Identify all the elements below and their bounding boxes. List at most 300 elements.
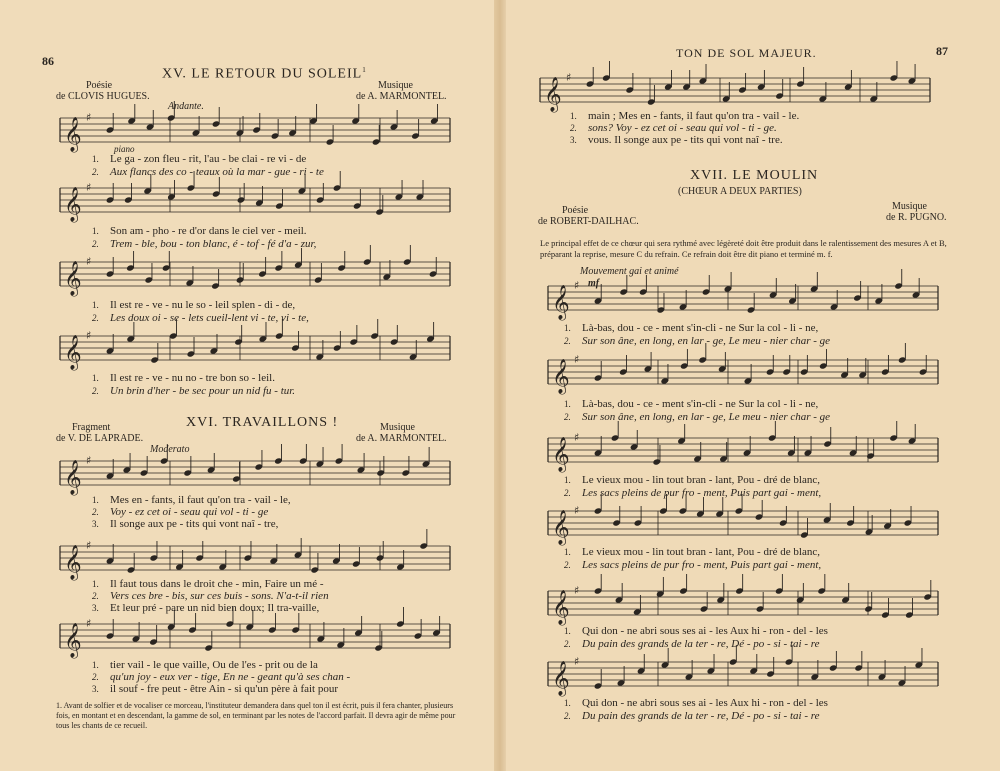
key-sharp-icon: ♯ [574,353,580,366]
music-note-icon [390,325,399,346]
music-note-icon [810,660,819,681]
music-note-icon [864,592,873,613]
music-note-icon [310,553,319,574]
music-note-icon [664,70,673,91]
lyric-line: 1. Le vieux mou - lin tout bran - lant, Pou - dré de blanc, [564,474,820,486]
song16-poetry-label: Fragment [72,422,111,433]
music-note-icon [429,257,438,278]
lyric-line: 1. Il faut tous dans le droit che - min, Faire un mé - [92,578,324,590]
staff-system-17-2b [548,504,948,545]
music-note-icon [869,82,878,103]
music-note-icon [390,110,399,131]
music-note-icon [840,358,849,379]
staff-lines [60,262,450,286]
music-note-icon [682,70,691,91]
music-note-icon [724,272,733,293]
music-note-icon [652,445,661,466]
music-note-icon [747,293,756,314]
lyric-line: 2. Sur son âne, en long, en lar - ge, Le meu - nier char - ge [564,335,831,347]
lyric-line: 2. Du pain des grands de la ter - re, Dé - po - si - tai - re [564,638,820,650]
song15-poetry-author: de CLOVIS HUGUES. [56,91,150,102]
treble-clef-icon: 𝄞 [64,545,82,580]
music-note-icon [167,180,176,201]
staff-lines [60,546,450,570]
music-note-icon [647,85,656,106]
music-note-icon [175,550,184,571]
staff-system-16-4 [540,71,940,112]
music-note-icon [106,459,115,480]
staff-lines [60,624,450,648]
music-note-icon [234,325,243,346]
music-note-icon [299,444,308,465]
music-note-icon [735,574,744,595]
music-note-icon [819,349,828,370]
song17-poetry-label: Poésie [562,205,589,216]
music-note-icon [207,453,216,474]
key-sharp-icon: ♯ [574,431,580,444]
music-note-icon [351,104,360,125]
music-note-icon [680,349,689,370]
lyric-line: 2. Un brin d'her - be sec pour un nid fu - tur. [92,385,296,397]
music-note-icon [757,70,766,91]
music-note-icon [630,430,639,451]
song17-title: XVII. LE MOULIN [690,168,819,183]
music-note-icon [315,340,324,361]
music-note-icon [192,116,201,137]
music-note-icon [409,340,418,361]
music-note-icon [660,364,669,385]
music-note-icon [923,580,932,601]
music-note-icon [274,444,283,465]
treble-clef-icon: 𝄞 [64,261,82,296]
staff-lines [60,188,450,212]
music-note-icon [162,251,171,272]
staff-system-17-3a [548,584,948,625]
music-note-icon [185,266,194,287]
music-note-icon [768,421,777,442]
music-note-icon [800,518,809,539]
key-sharp-icon: ♯ [86,454,92,467]
music-note-icon [426,322,435,343]
music-note-icon [769,278,778,299]
music-note-icon [363,245,372,266]
music-note-icon [904,506,913,527]
music-note-icon [619,275,628,296]
music-note-icon [881,355,890,376]
staff-system-15-3 [60,255,460,296]
treble-clef-icon: 𝄞 [64,623,82,658]
music-note-icon [294,538,303,559]
music-note-icon [237,183,246,204]
lyric-line: 1. main ; Mes en - fants, il faut qu'on tra - vail - le. [570,110,800,122]
music-note-icon [841,583,850,604]
music-note-icon [332,544,341,565]
song15-music-label: Musique [378,80,413,91]
treble-clef-icon: 𝄞 [64,117,82,152]
music-note-icon [844,70,853,91]
music-note-icon [422,447,431,468]
key-sharp-icon: ♯ [86,111,92,124]
music-note-icon [865,515,874,536]
music-note-icon [333,171,342,192]
music-note-icon [715,497,724,518]
music-note-icon [594,361,603,382]
music-note-icon [370,319,379,340]
music-note-icon [823,503,832,524]
music-note-icon [259,322,268,343]
lyric-line: 1. Là-bas, dou - ce - ment s'in-cli - ne Sur la col - li - ne, [564,398,819,410]
staff-system-17-1a [548,279,948,320]
staff-lines [548,438,938,462]
lyric-line: 1. Le ga - zon fleu - rit, l'au - be clai - re vi - de [92,153,307,165]
key-sharp-icon: ♯ [566,71,572,84]
treble-clef-icon: 𝄞 [552,510,570,545]
music-note-icon [775,574,784,595]
music-note-icon [124,183,133,204]
staff-system-16-3 [60,617,460,658]
music-note-icon [883,509,892,530]
music-note-icon [818,82,827,103]
music-note-icon [625,73,634,94]
treble-clef-icon: 𝄞 [552,437,570,472]
music-note-icon [679,290,688,311]
music-note-icon [316,183,325,204]
music-note-icon [123,453,132,474]
music-note-icon [874,284,883,305]
music-note-icon [291,331,300,352]
footnote: 1. Avant de solfier et de vocaliser ce morceau, l'instituteur demandera dans quel ton il est écrit, puis il fera chanter, plusieurs fois, en montant et en descendant, la gamme de sol, en terminant par les notes de l'accord parfait. Il devra agir de même pour tous les chants de ce recueil. [56,701,456,730]
lyric-line: 3. Il songe aux pe - tits qui vont naî - tre, [92,518,279,530]
lyric-line: 1. tier vail - le que vaille, Ou de l'es - prit ou de la [92,659,318,671]
music-note-icon [183,456,192,477]
music-note-icon [254,450,263,471]
music-note-icon [849,436,858,457]
music-note-icon [775,79,784,100]
music-note-icon [211,269,220,290]
song17-poetry-author: de ROBERT-DAILHAC. [538,216,639,227]
music-note-icon [258,257,267,278]
music-note-icon [619,355,628,376]
music-note-icon [718,352,727,373]
song17-intro: Le principal effet de ce chœur qui sera rythmé avec légèreté doit être produit dans le ralentissement des mesures A et B, préparant la reprise, mesure C du refrain. Ce refrain doit être dit piano et terminé m. f. [540,238,947,259]
treble-clef-icon: 𝄞 [552,359,570,394]
music-note-icon [132,622,141,643]
music-note-icon [337,251,346,272]
music-note-icon [336,628,345,649]
music-note-icon [755,500,764,521]
music-note-icon [218,550,227,571]
song16-poetry-author: de V. DE LAPRADE. [56,433,144,444]
music-note-icon [255,186,264,207]
music-note-icon [699,64,708,85]
music-note-icon [232,462,241,483]
staff-system-17-3b [548,655,948,696]
music-note-icon [316,447,325,468]
music-note-icon [898,343,907,364]
music-note-icon [314,263,323,284]
treble-clef-icon: 𝄞 [552,661,570,696]
music-note-icon [586,67,595,88]
music-note-icon [914,648,923,669]
music-note-icon [702,275,711,296]
key-sharp-icon: ♯ [574,584,580,597]
music-note-icon [212,107,221,128]
music-note-icon [288,116,297,137]
music-note-icon [430,104,439,125]
song17-tempo: Mouvement gai et animé [580,266,679,277]
staff-lines [60,461,450,485]
music-note-icon [212,177,221,198]
music-note-icon [823,427,832,448]
music-note-icon [372,125,381,146]
staff-lines [60,336,450,360]
music-note-icon [908,424,917,445]
song15-music-author: de A. MARMONTEL. [356,91,447,102]
lyric-line: 2. Vers ces bre - bis, sur ces buis - sons. N'a-t-il rien [92,590,329,602]
music-note-icon [140,456,149,477]
music-note-icon [271,119,280,140]
music-note-icon [401,456,410,477]
music-note-icon [294,248,303,269]
music-note-icon [594,436,603,457]
music-note-icon [602,61,611,82]
lyric-line: 1. Qui don - ne abri sous ses ai - les Aux hi - ron - del - les [564,625,828,637]
music-note-icon [804,436,813,457]
music-note-icon [243,541,252,562]
music-note-icon [796,583,805,604]
music-note-icon [403,245,412,266]
music-note-icon [204,631,213,652]
book-gutter [494,0,506,771]
music-note-icon [615,583,624,604]
music-note-icon [309,104,318,125]
staff-system-16-1 [60,454,460,495]
music-note-icon [352,547,361,568]
music-note-icon [149,625,158,646]
song16-music-label: Musique [380,422,415,433]
key-sharp-icon: ♯ [86,329,92,342]
music-note-icon [656,577,665,598]
song16-tempo: Moderato [150,444,190,455]
treble-clef-icon: 𝄞 [552,590,570,625]
music-note-icon [905,598,914,619]
lyric-line: 2. Aux flancs des co - teaux où la mar - gue - ri - te [92,166,324,178]
music-note-icon [127,553,136,574]
music-note-icon [594,284,603,305]
music-note-icon [127,104,136,125]
song17-music-label: Musique [892,201,927,212]
music-note-icon [719,442,728,463]
music-note-icon [866,439,875,460]
treble-clef-icon: 𝄞 [64,460,82,495]
music-note-icon [149,541,158,562]
music-note-icon [634,506,643,527]
music-note-icon [275,189,284,210]
music-note-icon [894,269,903,290]
lyric-line: 2. Du pain des grands de la ter - re, Dé - po - si - tai - re [564,710,820,722]
key-sharp-icon: ♯ [86,255,92,268]
music-note-icon [788,284,797,305]
music-note-icon [354,616,363,637]
lyric-line: 1. Il est re - ve - nu no - tre bon so - leil. [92,372,275,384]
lyric-line: 2. Voy - ez cet oi - seau qui vol - ti - ge [92,506,269,518]
lyric-line: 2. Sur son âne, en long, en lar - ge, Le meu - nier char - ge [564,411,831,423]
music-note-icon [722,82,731,103]
page-number-right: 87 [936,44,948,58]
music-note-icon [677,424,686,445]
music-note-icon [743,436,752,457]
lyric-line: 1. Là-bas, dou - ce - ment s'in-cli - ne Sur la col - li - ne, [564,322,819,334]
staff-lines [548,511,938,535]
lyric-line: 2. sons? Voy - ez cet oi - seau qui vol - ti - ge. [570,122,777,134]
song17-subtitle: (CHŒUR A DEUX PARTIES) [678,186,802,197]
music-note-icon [210,334,219,355]
music-note-icon [738,73,747,94]
right-page [500,0,1000,771]
music-note-icon [150,343,159,364]
music-note-icon [106,544,115,565]
music-note-icon [912,278,921,299]
song16-music-author: de A. MARMONTEL. [356,433,447,444]
key-sharp-icon: ♯ [574,504,580,517]
music-note-icon [817,574,826,595]
treble-clef-icon: 𝄞 [552,285,570,320]
music-note-icon [416,180,425,201]
music-note-icon [766,657,775,678]
music-note-icon [878,660,887,681]
key-sharp-icon: ♯ [574,655,580,668]
music-note-icon [766,355,775,376]
lyric-line: 1. Mes en - fants, il faut qu'on tra - vail - le, [92,494,291,506]
music-note-icon [858,358,867,379]
lyric-line: 2. Les sacs pleins de pur fro - ment, Puis part gai - ment, [564,487,822,499]
music-note-icon [707,654,716,675]
music-note-icon [782,355,791,376]
lyric-line: 3. il souf - fre peut - être Ain - si qu'un père à fait pour [92,683,339,695]
music-note-icon [349,325,358,346]
music-note-icon [854,651,863,672]
music-note-icon [396,607,405,628]
music-note-icon [252,113,261,134]
music-note-icon [908,64,917,85]
music-note-icon [106,113,115,134]
music-note-icon [414,619,423,640]
music-note-icon [696,497,705,518]
music-note-icon [188,613,197,634]
staff-system-15-2 [60,181,460,222]
music-note-icon [376,456,385,477]
music-note-icon [106,334,115,355]
music-note-icon [679,574,688,595]
music-note-icon [269,544,278,565]
treble-clef-icon: 𝄞 [64,335,82,370]
song15-dynamic: piano [114,144,135,154]
music-note-icon [106,257,115,278]
music-note-icon [594,669,603,690]
music-note-icon [268,613,277,634]
lyric-line: 1. Son am - pho - re d'or dans le ciel ver - meil. [92,225,307,237]
music-note-icon [333,331,342,352]
staff-system-15-4 [60,329,460,370]
music-note-icon [700,592,709,613]
music-note-icon [382,260,391,281]
music-note-icon [146,110,155,131]
running-header: TON DE SOL MAJEUR. [676,46,817,60]
music-note-icon [637,654,646,675]
music-note-icon [810,272,819,293]
music-note-icon [685,660,694,681]
music-note-icon [744,364,753,385]
staff-lines [548,360,938,384]
music-note-icon [126,251,135,272]
music-note-icon [374,631,383,652]
music-note-icon [611,421,620,442]
music-note-icon [617,666,626,687]
staff-lines [548,591,938,615]
music-note-icon [800,355,809,376]
lyric-line: 2. Les doux oi - se - lets cueil-lent vi - te, vi - te, [92,312,309,324]
music-note-icon [357,453,366,474]
music-note-icon [829,651,838,672]
music-note-icon [326,125,335,146]
staff-lines [548,286,938,310]
music-note-icon [432,616,441,637]
music-note-icon [291,613,300,634]
song17-dynamic: mf [588,278,600,289]
music-note-icon [411,119,420,140]
music-note-icon [661,648,670,669]
lyric-line: 2. Trem - ble, bou - ton blanc, é - tof - fé d'a - zur, [92,238,317,250]
music-note-icon [195,541,204,562]
music-note-icon [779,506,788,527]
music-note-icon [395,180,404,201]
treble-clef-icon: 𝄞 [64,187,82,222]
music-note-icon [846,506,855,527]
treble-clef-icon: 𝄞 [544,77,562,112]
music-note-icon [612,506,621,527]
lyric-line: 3. vous. Il songe aux pe - tits qui vont naî - tre. [570,134,783,146]
music-note-icon [796,67,805,88]
key-sharp-icon: ♯ [86,539,92,552]
music-note-icon [716,583,725,604]
music-note-icon [396,550,405,571]
staff-system-16-2 [60,539,460,580]
music-note-icon [594,574,603,595]
music-note-icon [830,290,839,311]
music-note-icon [419,529,428,550]
music-note-icon [187,337,196,358]
music-note-icon [889,421,898,442]
music-note-icon [106,183,115,204]
lyric-line: 2. Les sacs pleins de pur fro - ment, Puis part gai - ment, [564,559,822,571]
music-note-icon [749,654,758,675]
song15-tempo: Andante. [168,101,204,112]
music-note-icon [919,355,928,376]
music-note-icon [316,622,325,643]
music-note-icon [353,189,362,210]
music-note-icon [335,444,344,465]
song15-title: XV. LE RETOUR DU SOLEIL$^1$ [162,66,367,82]
staff-lines [548,662,938,686]
lyric-line: 1. Qui don - ne abri sous ses ai - les Aux hi - ron - del - les [564,697,828,709]
music-note-icon [639,275,648,296]
key-sharp-icon: ♯ [574,279,580,292]
music-note-icon [889,61,898,82]
lyric-line: 1. Le vieux mou - lin tout bran - lant, Pou - dré de blanc, [564,546,820,558]
song15-poetry-label: Poésie [86,80,113,91]
music-note-icon [787,436,796,457]
music-note-icon [144,263,153,284]
